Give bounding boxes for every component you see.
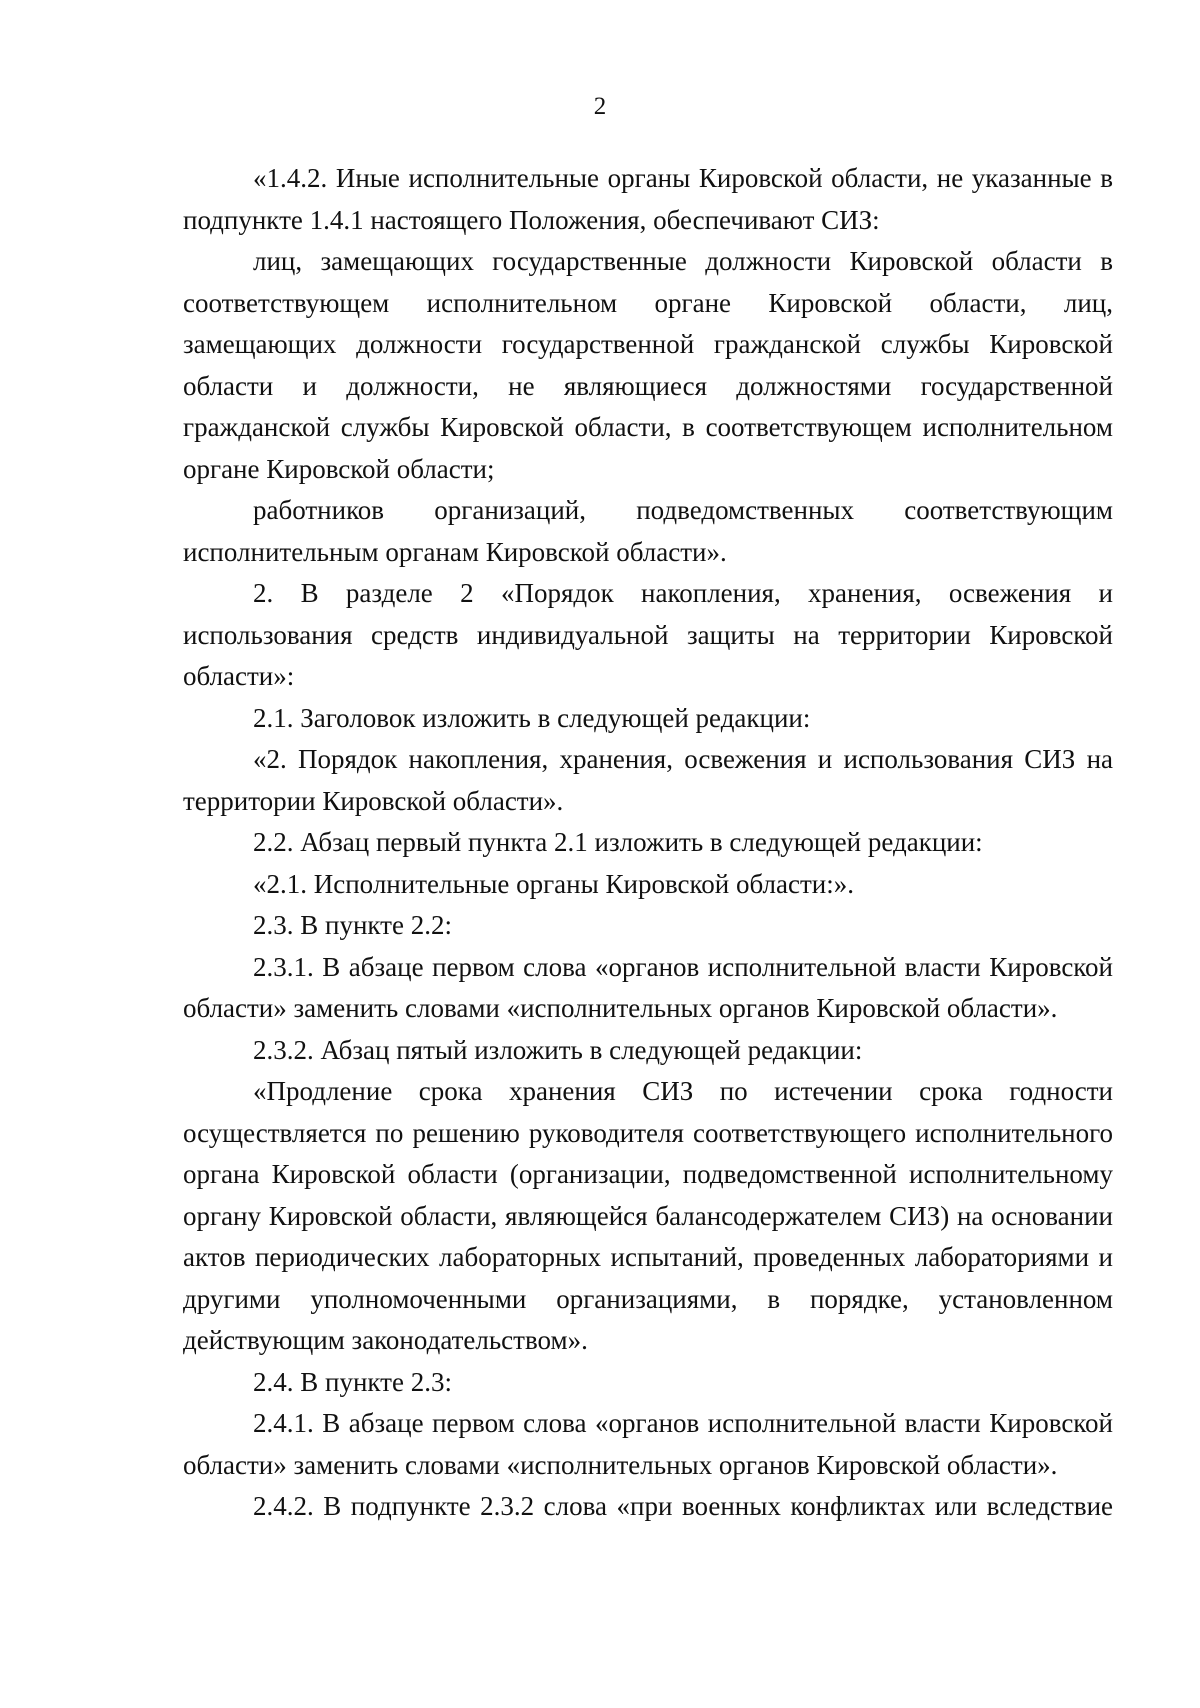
paragraph-2-3: 2.3. В пункте 2.2: <box>253 910 452 940</box>
paragraph-new-heading: «2. Порядок накопления, хранения, освежения и использования СИЗ на территории Кировской области». <box>183 744 1113 816</box>
paragraph-2-1: 2.1. Заголовок изложить в следующей редакции: <box>253 702 811 733</box>
paragraph-2-4: 2.4. В пункте 2.3: <box>253 1366 452 1397</box>
paragraph-2-2: 2.2. Абзац первый пункта 2.1 изложить в следующей редакции: <box>253 827 983 857</box>
paragraph-2-3-1: 2.3.1. В абзаце первом слова «органов исполнительной власти Кировской области» заменить словами «исполнительных органов Кировской области». <box>183 951 1113 1023</box>
page-number: 2 <box>593 93 607 120</box>
paragraph-persons-list: лиц, замещающих государственные должности Кировской области в соответствующем исполнительном органе Кировской области, лиц, замещающих должности государственной гражданской службы Кировской области и должности, не являющиеся должностями государственной гражданской службы Кировской области, в соответствующем исполнительном органе Кировской области; <box>183 246 1113 484</box>
paragraph-storage-extension: «Продление срока хранения СИЗ по истечении срока годности осуществляется по решению руководителя соответствующего исполнительного органа Кировской области (организации, подведомственной исполнительному органу Кировской области, являющейся балансодержателем СИЗ) на основании актов периодических лабораторных испытаний, проведенных лабораториями и другими уполномоченными организациями, в порядке, установленном действующим законодательством». <box>183 1076 1113 1355</box>
paragraph-1-4-2: «1.4.2. Иные исполнительные органы Кировской области, не указанные в подпункте 1.4.1 настоящего Положения, обеспечивают СИЗ: <box>183 163 1113 235</box>
paragraph-new-2-1: «2.1. Исполнительные органы Кировской области:». <box>253 868 854 899</box>
paragraph-section-2: 2. В разделе 2 «Порядок накопления, хранения, освежения и использования средств индивидуальной защиты на территории Кировской области»: <box>183 578 1113 691</box>
document-body <box>183 158 1113 1528</box>
paragraph-2-3-2: 2.3.2. Абзац пятый изложить в следующей редакции: <box>253 1034 863 1065</box>
paragraph-2-4-2: 2.4.2. В подпункте 2.3.2 слова «при военных конфликтах или вследствие <box>253 1491 1113 1521</box>
paragraph-2-4-1: 2.4.1. В абзаце первом слова «органов исполнительной власти Кировской области» заменить словами «исполнительных органов Кировской области». <box>183 1408 1113 1480</box>
paragraph-workers-list: работников организаций, подведомственных соответствующим исполнительным органам Кировской области». <box>183 495 1113 567</box>
